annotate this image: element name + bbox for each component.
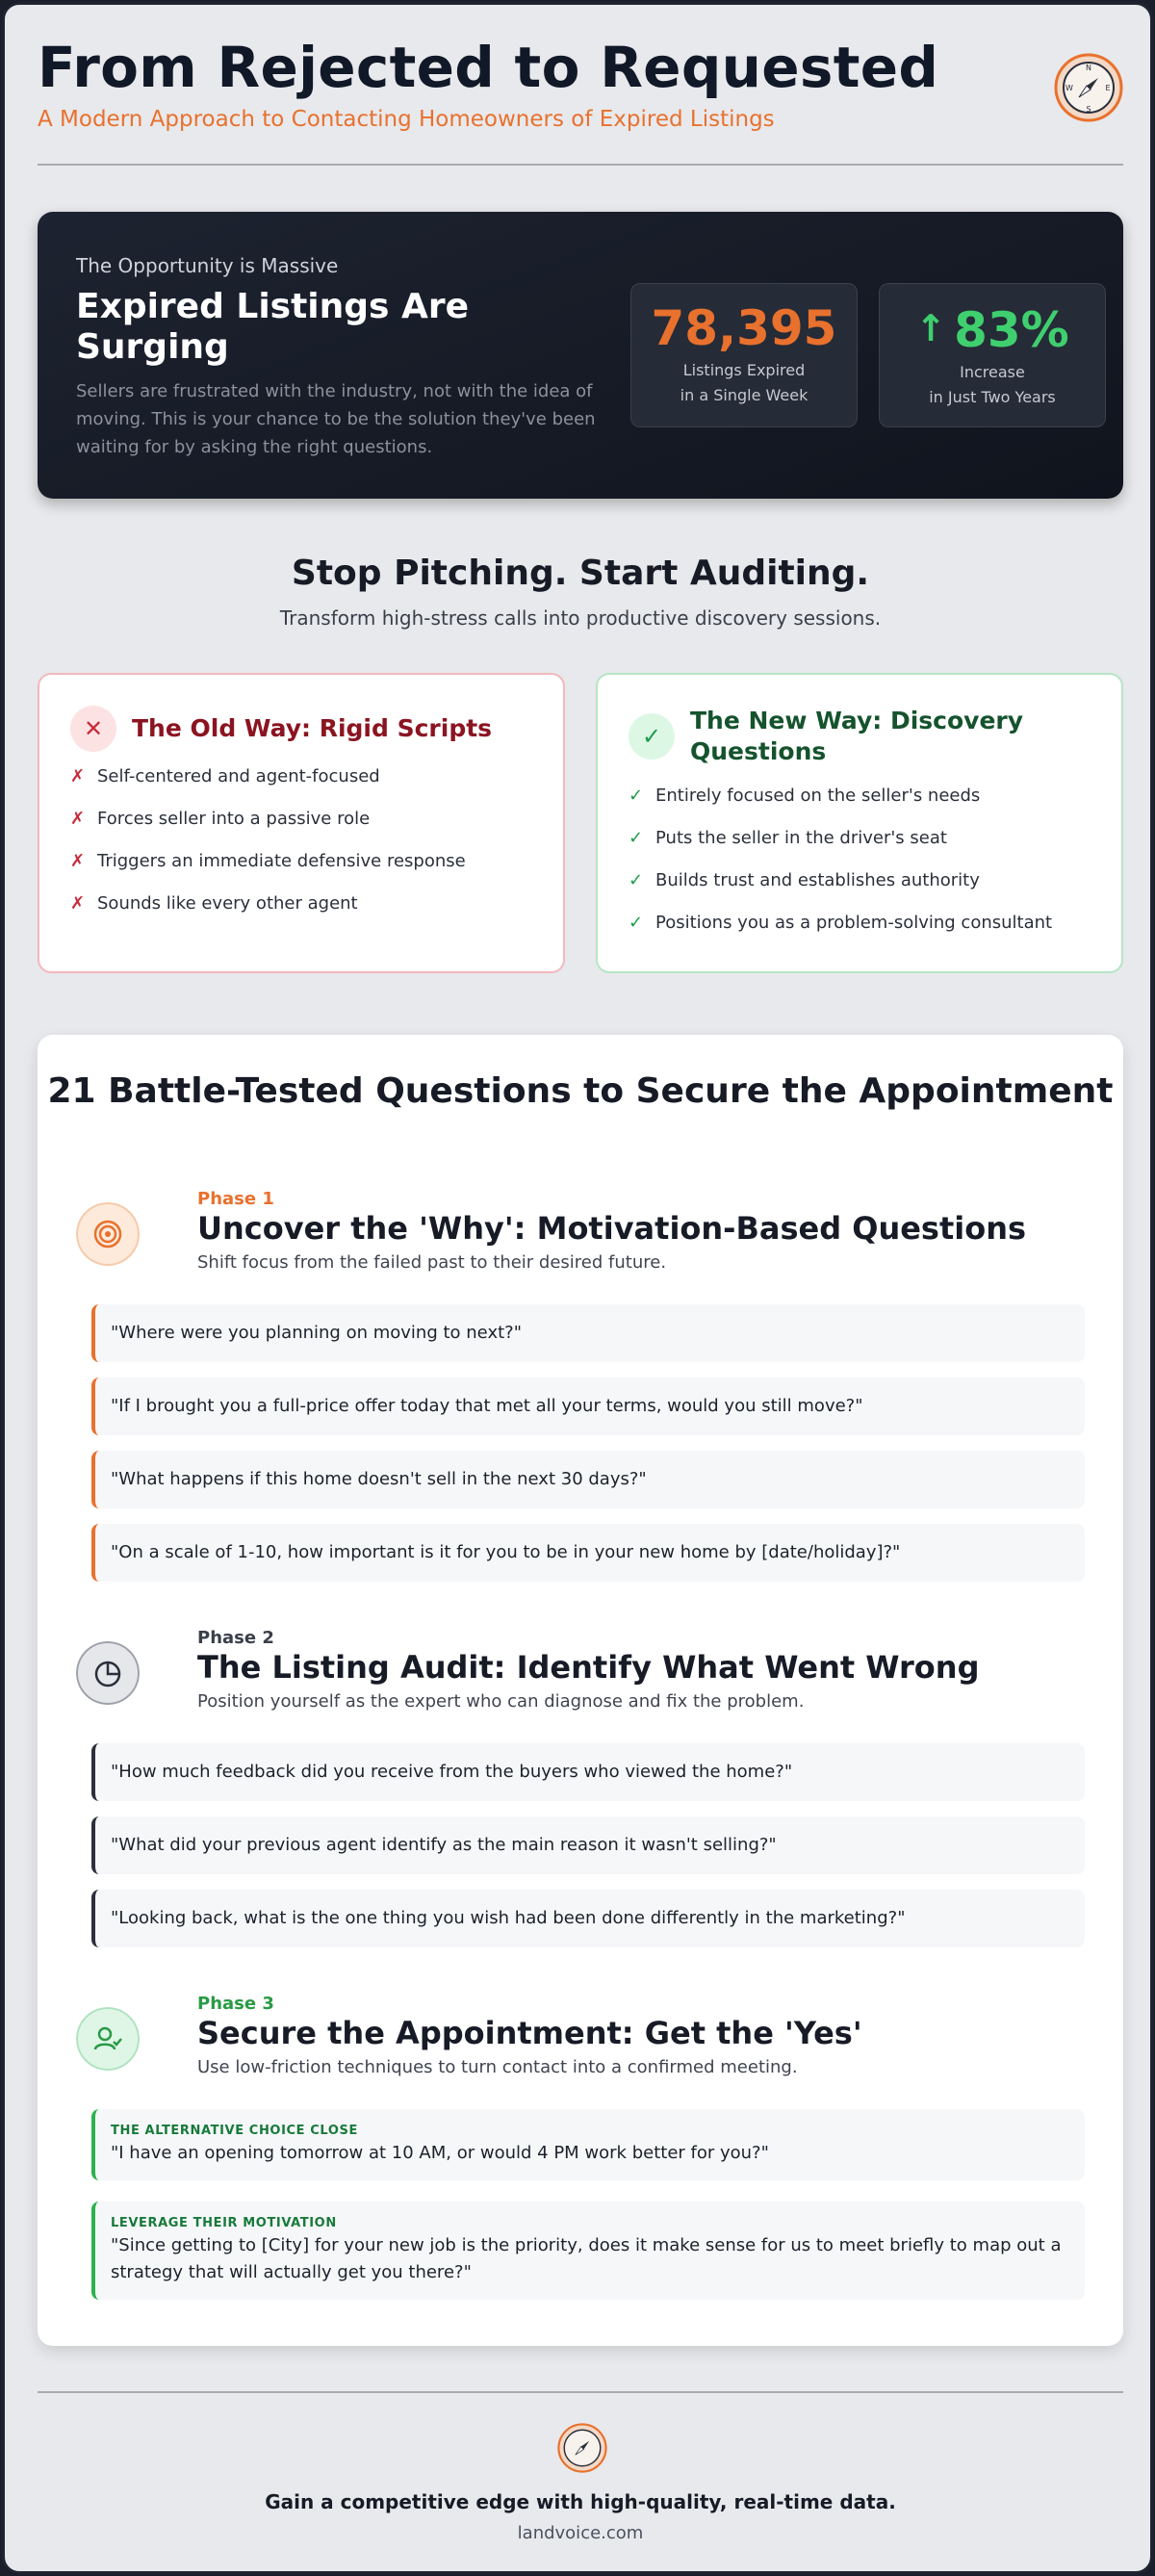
- new-way-list: [629, 785, 1052, 954]
- svg-text:S: S: [1086, 105, 1091, 114]
- compass-icon: [557, 2423, 607, 2473]
- footer-divider: [38, 2391, 1123, 2393]
- list-item: ✗ Self-centered and agent-focused: [70, 766, 380, 786]
- question-item: "Where were you planning on moving to next?": [91, 1304, 1085, 1362]
- stat-expired-listings: [630, 283, 858, 427]
- check-mark-icon: ✓: [629, 786, 644, 806]
- close-technique: [91, 2202, 1085, 2300]
- list-item: ✓ Entirely focused on the seller's needs: [629, 786, 981, 806]
- old-way-card: [38, 673, 565, 973]
- svg-text:N: N: [1086, 64, 1091, 72]
- old-way-title: The Old Way: Rigid Scripts: [132, 714, 493, 742]
- stat-value: 83%: [954, 302, 1069, 358]
- phase-tag: Phase 1: [197, 1189, 274, 1209]
- page-title: From Rejected to Requested: [38, 35, 939, 100]
- pie-chart-icon: [76, 1641, 140, 1705]
- new-way-title: The New Way: Discovery Questions: [690, 707, 1024, 765]
- question-item: "If I brought you a full-price offer today that met all your terms, would you still move?": [91, 1378, 1085, 1435]
- questions-card: [38, 1035, 1123, 2346]
- close-text: "I have an opening tomorrow at 10 AM, or would 4 PM work better for you?": [111, 2143, 769, 2163]
- arrow-up-icon: ↑: [915, 307, 947, 349]
- list-item: ✗ Sounds like every other agent: [70, 893, 358, 914]
- stat-label-line1: Increase: [960, 363, 1025, 381]
- check-icon: ✓: [629, 713, 675, 760]
- x-icon: ✕: [70, 706, 116, 752]
- opportunity-panel: [38, 212, 1123, 499]
- list-item: ✗ Triggers an immediate defensive response: [70, 851, 466, 871]
- question-item: "How much feedback did you receive from the buyers who viewed the home?": [91, 1743, 1085, 1801]
- phase-title: The Listing Audit: Identify What Went Wrong: [197, 1649, 980, 1686]
- section-subtitle: Transform high-stress calls into productive discovery sessions.: [279, 606, 882, 630]
- question-item: "What did your previous agent identify as the main reason it wasn't selling?": [91, 1816, 1085, 1874]
- target-icon: [76, 1202, 140, 1266]
- cross-mark-icon: ✗: [70, 809, 86, 829]
- close-label: THE ALTERNATIVE CHOICE CLOSE: [111, 2124, 358, 2138]
- cross-mark-icon: ✗: [70, 766, 86, 786]
- stat-label-line2: in Just Two Years: [929, 388, 1056, 406]
- header-divider: [38, 164, 1123, 166]
- check-mark-icon: ✓: [629, 913, 644, 933]
- new-way-card: [596, 673, 1123, 973]
- check-mark-icon: ✓: [629, 870, 644, 890]
- svg-text:W: W: [1065, 84, 1073, 92]
- stat-value: 78,395: [651, 300, 837, 356]
- phase-tag: Phase 3: [197, 1994, 274, 2014]
- header: [38, 34, 1123, 168]
- stat-label-line1: Listings Expired: [682, 361, 806, 379]
- stat-increase: [879, 283, 1106, 427]
- page-subtitle: A Modern Approach to Contacting Homeowners of Expired Listings: [38, 107, 775, 132]
- opportunity-title: Expired Listings Are Surging: [76, 287, 470, 367]
- list-item: ✓ Positions you as a problem-solving consultant: [629, 913, 1053, 933]
- close-label: LEVERAGE THEIR MOTIVATION: [111, 2216, 337, 2230]
- phase-description: Position yourself as the expert who can diagnose and fix the problem.: [197, 1691, 805, 1712]
- stat-label-line2: in a Single Week: [680, 386, 808, 404]
- user-check-icon: [76, 2007, 140, 2071]
- phase-description: Use low-friction techniques to turn contact into a confirmed meeting.: [197, 2057, 798, 2077]
- section-title: Stop Pitching. Start Auditing.: [291, 554, 870, 593]
- questions-title: 21 Battle-Tested Questions to Secure the Appointment: [47, 1071, 1114, 1111]
- phase-title: Secure the Appointment: Get the 'Yes': [197, 2015, 862, 2051]
- footer-tagline: Gain a competitive edge with high-quality, real-time data.: [265, 2490, 896, 2513]
- question-item: "Looking back, what is the one thing you wish had been done differently in the marketing?": [91, 1890, 1085, 1947]
- phase-tag: Phase 2: [197, 1628, 274, 1648]
- phase-description: Shift focus from the failed past to their desired future.: [197, 1252, 667, 1273]
- svg-text:E: E: [1105, 84, 1111, 92]
- check-mark-icon: ✓: [629, 828, 644, 848]
- cross-mark-icon: ✗: [70, 851, 86, 871]
- section-intro: [38, 554, 1123, 630]
- compass-icon: [1054, 53, 1123, 122]
- old-way-list: [70, 765, 466, 935]
- list-item: ✗ Forces seller into a passive role: [70, 809, 371, 829]
- close-technique: [91, 2109, 1085, 2180]
- question-item: "What happens if this home doesn't sell in the next 30 days?": [91, 1451, 1085, 1508]
- infographic-frame: [2, 2, 1153, 2574]
- opportunity-kicker: The Opportunity is Massive: [76, 254, 339, 277]
- phase-title: Uncover the 'Why': Motivation-Based Questions: [197, 1210, 1027, 1247]
- opportunity-description: Sellers are frustrated with the industry, not with the idea of moving. This is your chance to be the solution they've been waiting for by asking the right questions.: [76, 381, 596, 457]
- stat-value-row: [880, 299, 1105, 359]
- cross-mark-icon: ✗: [70, 893, 86, 914]
- list-item: ✓ Puts the seller in the driver's seat: [629, 828, 947, 848]
- question-item: "On a scale of 1-10, how important is it for you to be in your new home by [date/holiday]?": [91, 1524, 1085, 1582]
- list-item: ✓ Builds trust and establishes authority: [629, 870, 980, 890]
- footer-url[interactable]: landvoice.com: [517, 2523, 644, 2543]
- close-text: "Since getting to [City] for your new job is the priority, does it make sense for us to meet briefly to map out a strategy that will actually get you there?": [111, 2235, 1062, 2282]
